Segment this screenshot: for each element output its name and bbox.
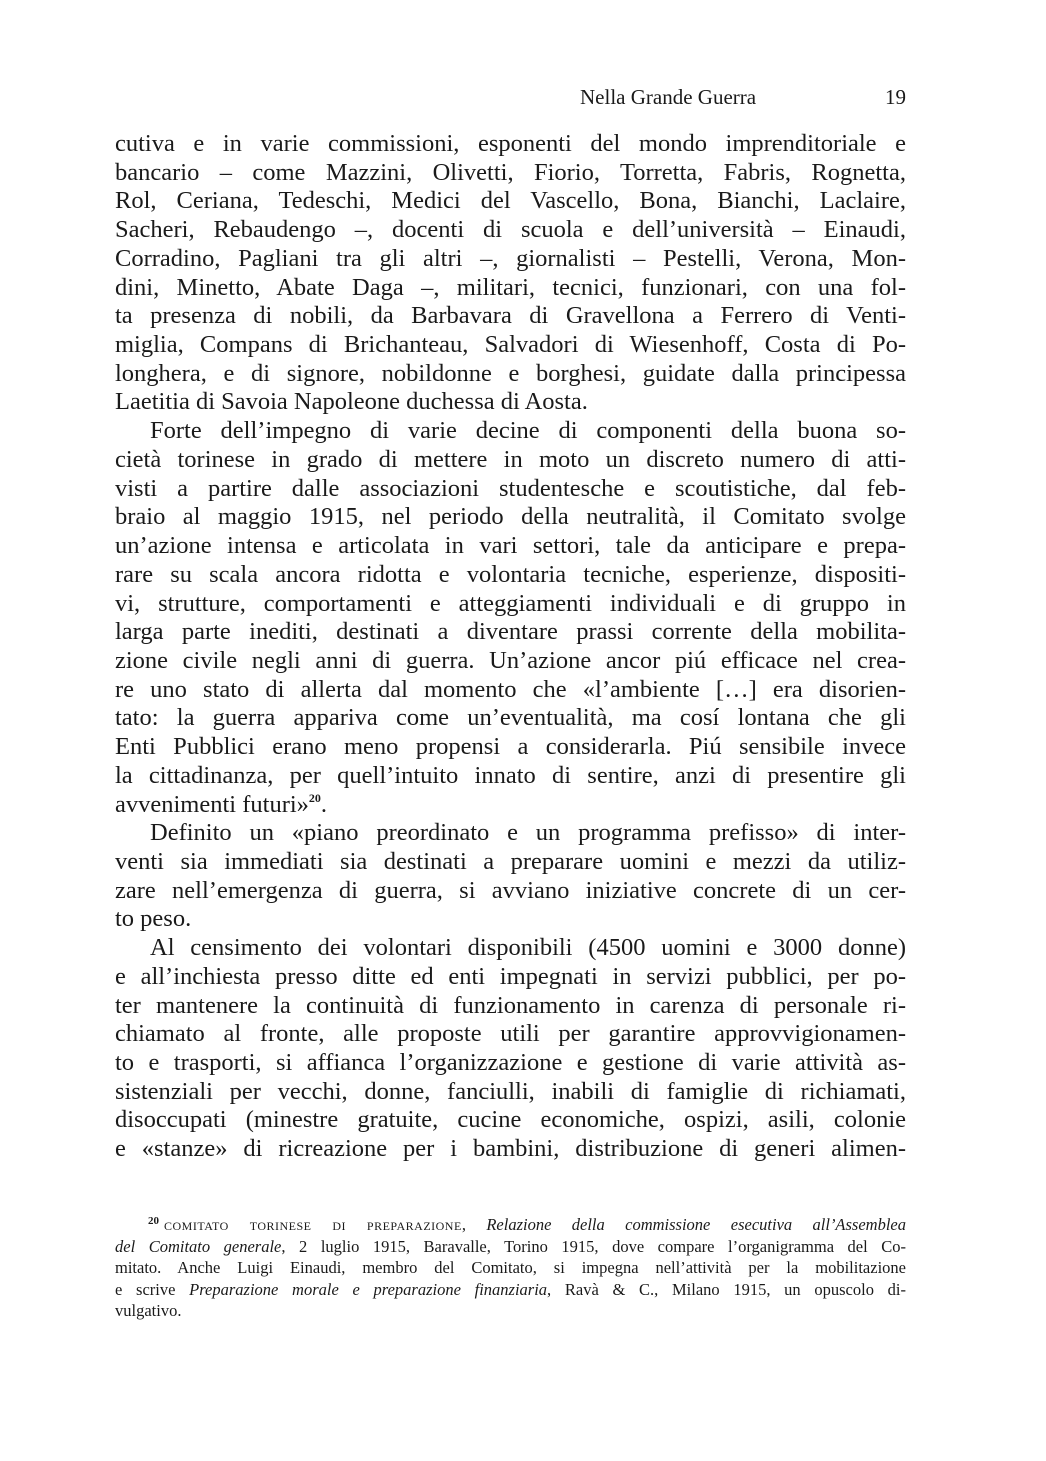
text-line: sistenziali per vecchi, donne, fanciulli, inabili di famiglie di richiamati, [115, 1077, 906, 1105]
text-line: Definito un «piano preordinato e un programma prefisso» di inter- [150, 819, 906, 847]
text-line: longhera, e di signore, nobildonne e borghesi, guidate dalla principessa [115, 359, 906, 387]
text-line: Laetitia di Savoia Napoleone duchessa di Aosta. [115, 388, 588, 416]
text-line: larga parte inediti, destinati a diventare prassi corrente della mobilita- [115, 618, 906, 646]
text-line: disoccupati (minestre gratuite, cucine economiche, ospizi, asili, colonie [115, 1106, 906, 1134]
text-line: ter mantenere la continuità di funzionamento in carenza di personale ri- [115, 991, 906, 1019]
text-line: un’azione intensa e articolata in vari settori, tale da anticipare e prepa- [115, 532, 906, 560]
text-line: tato: la guerra appariva come un’eventualità, ma cosí lontana che gli [115, 704, 906, 732]
footnote-line [115, 1279, 906, 1301]
text-line: zare nell’emergenza di guerra, si avviano iniziative concrete di un cer- [115, 876, 906, 904]
text-line: venti sia immediati sia destinati a preparare uomini e mezzi da utiliz- [115, 847, 906, 875]
text-line: vi, strutture, comportamenti e atteggiamenti individuali e di gruppo in [115, 589, 906, 617]
text-line: dini, Minetto, Abate Daga –, militari, tecnici, funzionari, con una fol- [115, 273, 906, 301]
text-line: miglia, Compans di Brichanteau, Salvadori di Wiesenhoff, Costa di Po- [115, 331, 906, 359]
running-title: Nella Grande Guerra [580, 85, 757, 109]
text-fragment: avvenimenti futuri» [115, 790, 309, 818]
footnote-title: Relazione della commissione esecutiva all’Assemblea [486, 1215, 907, 1234]
text-line: cietà torinese in grado di mettere in moto un discreto numero di atti- [115, 445, 906, 473]
page-number: 19 [885, 85, 906, 109]
text-line: Forte dell’impegno di varie decine di componenti della buona so- [150, 417, 906, 445]
text-line: Enti Pubblici erano meno propensi a considerarla. Piú sensibile invece [115, 733, 906, 761]
text-line-with-footnote-ref [115, 791, 906, 820]
text-line: zione civile negli anni di guerra. Un’azione ancor piú efficace nel crea- [115, 646, 906, 674]
text-line: Corradino, Pagliani tra gli altri –, giornalisti – Pestelli, Verona, Mon- [115, 244, 906, 272]
footnote-author: comitato torinese di preparazione [164, 1215, 462, 1234]
footnote-number: 20 [148, 1215, 159, 1227]
text-line: braio al maggio 1915, nel periodo della neutralità, il Comitato svolge [115, 503, 906, 531]
footnote-ref[interactable]: 20 [308, 790, 321, 805]
text-line: e «stanze» di ricreazione per i bambini, distribuzione di generi alimen- [115, 1135, 906, 1163]
text-line: ta presenza di nobili, da Barbavara di Gravellona a Ferrero di Venti- [115, 302, 906, 330]
text-line: to peso. [115, 905, 192, 933]
text-line: to e trasporti, si affianca l’organizzazione e gestione di varie attività as- [115, 1049, 906, 1076]
text-line: re uno stato di allerta dal momento che «l’ambiente […] era disorien- [115, 675, 906, 703]
text-line: rare su scala ancora ridotta e volontaria tecniche, esperienze, dispositi- [115, 560, 906, 588]
footnote-title: del Comitato generale [115, 1236, 282, 1256]
text-fragment: , Ravà & C., Milano 1915, un opuscolo di- [547, 1279, 906, 1299]
text-fragment: e scrive [115, 1279, 190, 1299]
footnote-line: vulgativo. [115, 1301, 182, 1320]
text-line: la cittadinanza, per quell’intuito innato di sentire, anzi di presentire gli [115, 761, 906, 789]
text-line: cutiva e in varie commissioni, esponenti del mondo imprenditoriale e [115, 130, 906, 157]
footnote-line [115, 1214, 906, 1236]
main-text [115, 130, 906, 1164]
text-line: bancario – come Mazzini, Olivetti, Fiorio, Torretta, Fabris, Rognetta, [115, 158, 906, 186]
text-line: Rol, Ceriana, Tedeschi, Medici del Vascello, Bona, Bianchi, Laclaire, [115, 187, 906, 215]
text-line: e all’inchiesta presso ditte ed enti impegnati in servizi pubblici, per po- [115, 962, 906, 990]
text-line: chiamato al fronte, alle proposte utili per garantire approvvigionamen- [115, 1020, 906, 1048]
text-line: visti a partire dalle associazioni studentesche e scoutistiche, dal feb- [115, 474, 906, 502]
text-fragment: , 2 luglio 1915, Baravalle, Torino 1915, dove compare l’organigramma del Co- [281, 1236, 906, 1256]
text-fragment: , [461, 1215, 466, 1234]
text-fragment: . [320, 790, 328, 818]
text-line: Al censimento dei volontari disponibili (4500 uomini e 3000 donne) [150, 934, 906, 962]
footnote-title: Preparazione morale e preparazione finanziaria [189, 1279, 548, 1299]
footnote-area [115, 1214, 906, 1322]
text-line: Sacheri, Rebaudengo –, docenti di scuola e dell’università – Einaudi, [115, 216, 906, 244]
footnote-line [115, 1236, 906, 1258]
footnote-line: mitato. Anche Luigi Einaudi, membro del Comitato, si impegna nell’attività per la mobilitazione [115, 1258, 906, 1277]
